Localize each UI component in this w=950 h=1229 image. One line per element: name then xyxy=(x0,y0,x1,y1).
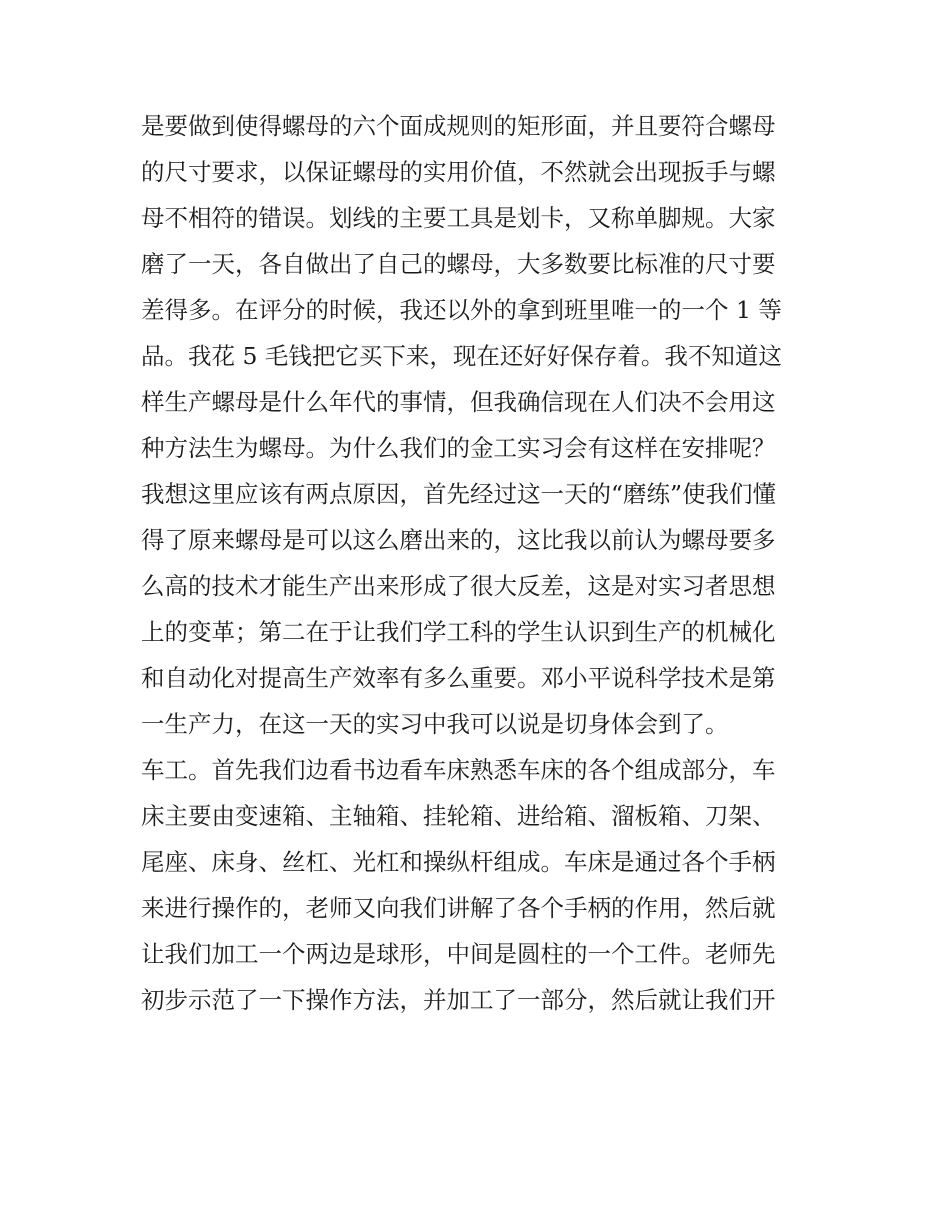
text-line: 车工。首先我们边看书边看车床熟悉车床的各个组成部分，车 xyxy=(141,756,776,784)
text-line: 床主要由变速箱、主轴箱、挂轮箱、进给箱、溜板箱、刀架、 xyxy=(141,802,776,830)
body-text xyxy=(141,103,821,1023)
text-line: 来进行操作的，老师又向我们讲解了各个手柄的作用，然后就 xyxy=(141,894,776,922)
text-line: 的尺寸要求，以保证螺母的实用价值，不然就会出现扳手与螺 xyxy=(141,158,776,186)
text-line: 让我们加工一个两边是球形，中间是圆柱的一个工件。老师先 xyxy=(141,940,776,968)
text-line: 差得多。在评分的时候，我还以外的拿到班里唯一的一个 1 等 xyxy=(141,296,782,324)
text-line: 品。我花 5 毛钱把它买下来，现在还好好保存着。我不知道这 xyxy=(141,342,782,370)
text-line: 样生产螺母是什么年代的事情，但我确信现在人们决不会用这 xyxy=(141,388,776,416)
text-line: 我想这里应该有两点原因，首先经过这一天的“磨练”使我们懂 xyxy=(141,480,777,508)
text-line: 磨了一天，各自做出了自己的螺母，大多数要比标准的尺寸要 xyxy=(141,250,776,278)
text-line: 初步示范了一下操作方法，并加工了一部分，然后就让我们开 xyxy=(141,986,776,1014)
text-line: 一生产力，在这一天的实习中我可以说是切身体会到了。 xyxy=(141,710,729,738)
text-line: 母不相符的错误。划线的主要工具是划卡，又称单脚规。大家 xyxy=(141,204,776,232)
text-line: 种方法生为螺母。为什么我们的金工实习会有这样在安排呢？ xyxy=(141,434,776,462)
text-line: 是要做到使得螺母的六个面成规则的矩形面，并且要符合螺母 xyxy=(141,112,776,140)
text-line: 和自动化对提高生产效率有多么重要。邓小平说科学技术是第 xyxy=(141,664,776,692)
text-line: 么高的技术才能生产出来形成了很大反差，这是对实习者思想 xyxy=(141,572,776,600)
text-line: 上的变革；第二在于让我们学工科的学生认识到生产的机械化 xyxy=(141,618,776,646)
text-line: 尾座、床身、丝杠、光杠和操纵杆组成。车床是通过各个手柄 xyxy=(141,848,776,876)
text-line: 得了原来螺母是可以这么磨出来的，这比我以前认为螺母要多 xyxy=(141,526,776,554)
